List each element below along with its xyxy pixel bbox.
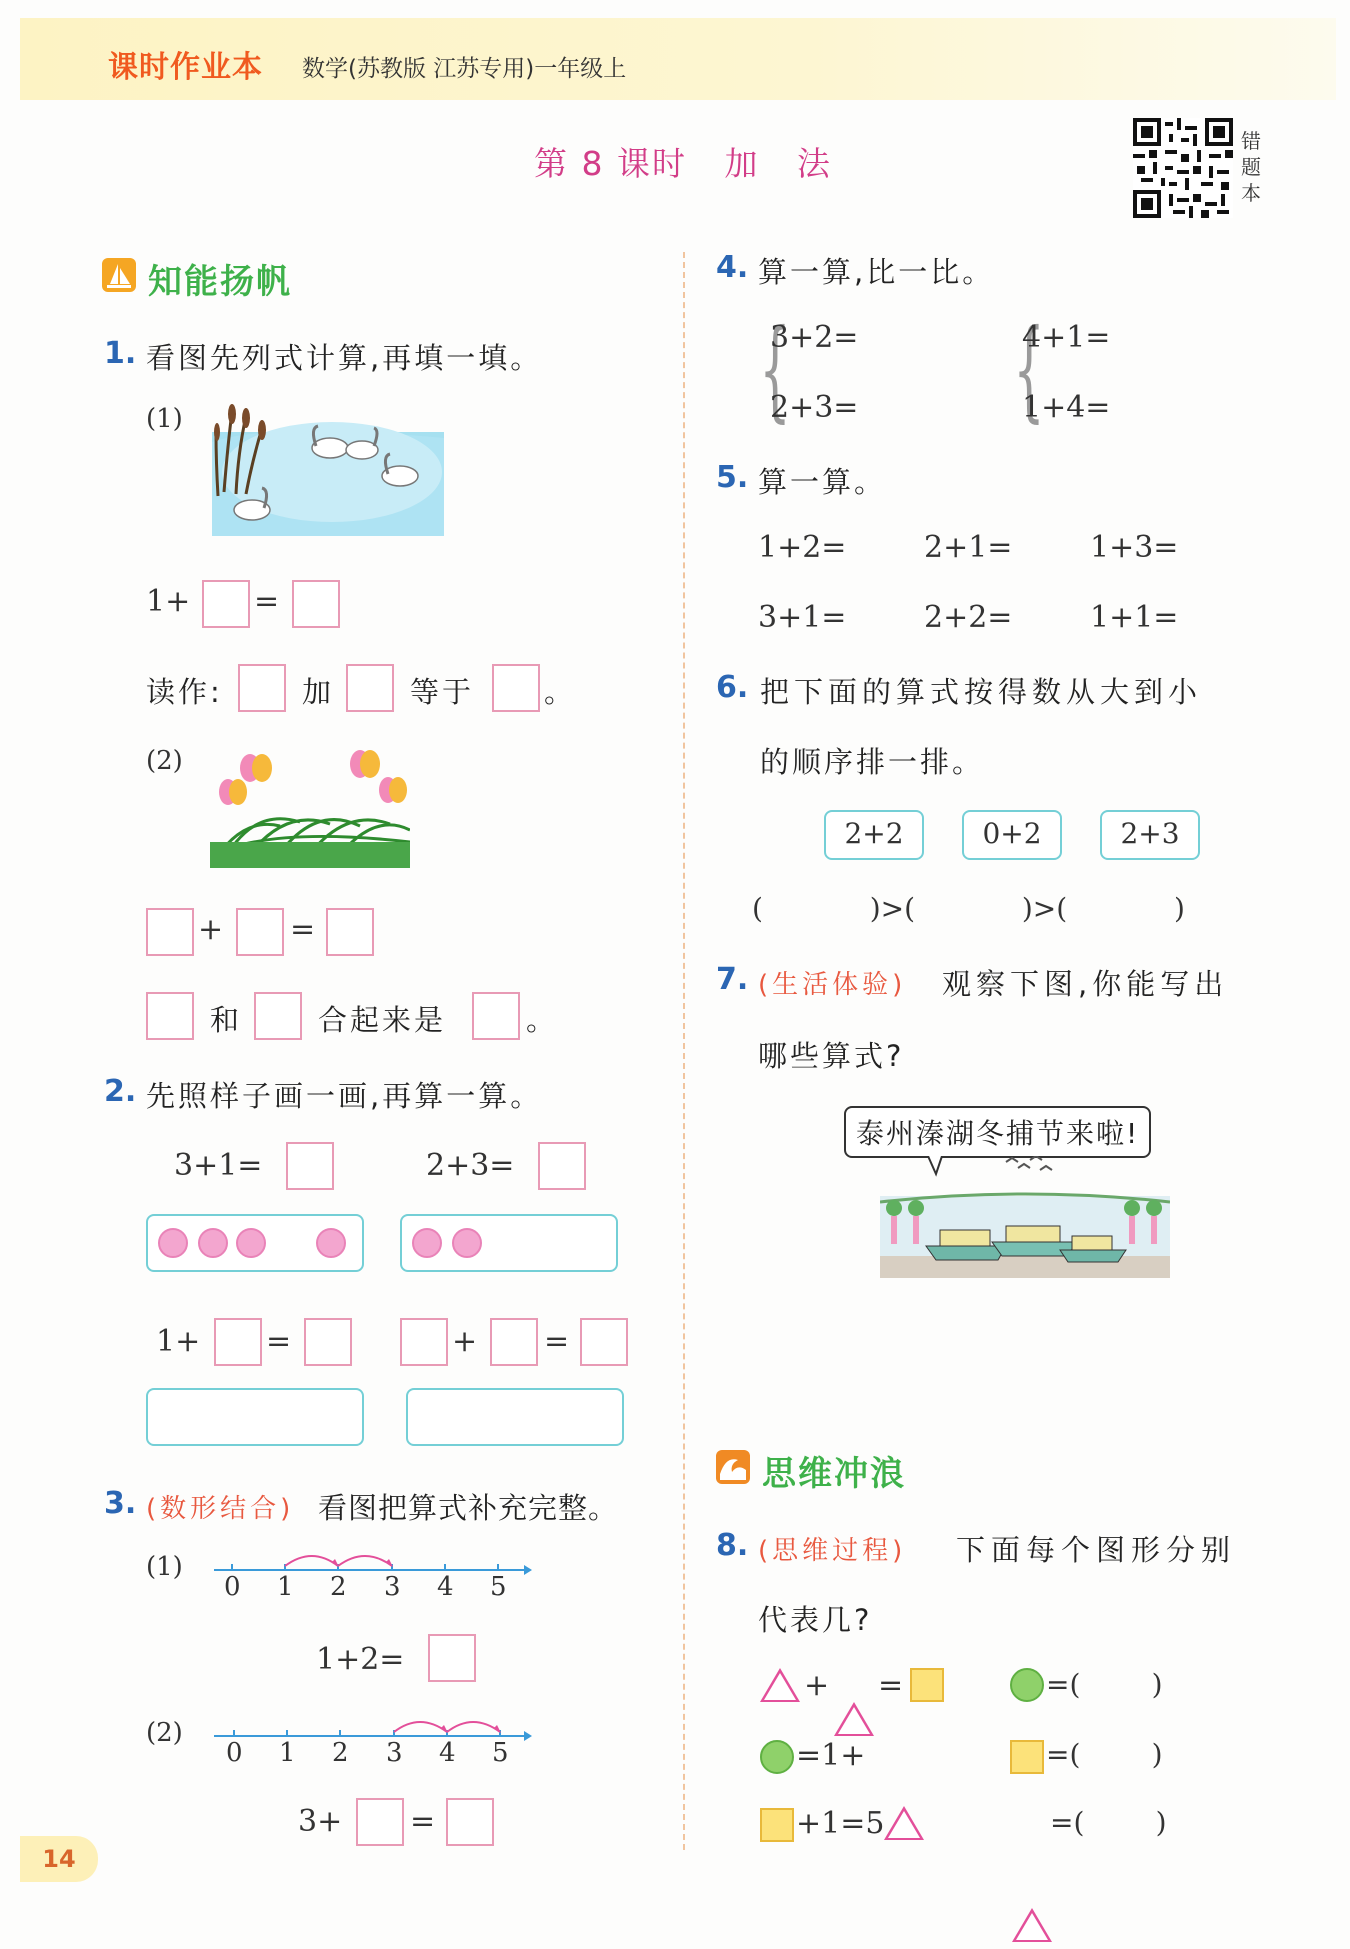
q8-row3-tail: +1=5 [796, 1806, 885, 1841]
answer-box[interactable] [472, 992, 520, 1040]
q5-item: 1+1= [1090, 600, 1179, 635]
answer-box[interactable] [146, 908, 194, 956]
question-text-8-line1: 下面每个图形分别 [956, 1533, 1237, 1567]
q2-eq-c-prefix: 1+ [156, 1324, 201, 1359]
tick-label: 0 [224, 1572, 241, 1602]
dot [158, 1228, 188, 1258]
expression-card[interactable]: 2+2 [824, 810, 924, 860]
q5-item: 3+1= [758, 600, 847, 635]
question-text-7-line2: 哪些算式? [758, 1039, 905, 1073]
tick-label: 1 [279, 1738, 296, 1768]
page-number: 14 [20, 1836, 98, 1882]
answer-box[interactable] [214, 1318, 262, 1366]
section-title-2: 思维冲浪 [762, 1454, 906, 1494]
question-text-7-line1: 观察下图,你能写出 [942, 967, 1229, 1001]
question-number-3: 3. [104, 1486, 137, 1521]
q4-a1: 3+2= [770, 320, 859, 355]
period: 。 [526, 1003, 559, 1037]
q4-b1: 4+1= [1022, 320, 1111, 355]
expression-card[interactable]: 0+2 [962, 810, 1062, 860]
question-text-1: 看图先列式计算,再填一填。 [146, 341, 543, 375]
question-text-4: 算一算,比一比。 [758, 255, 995, 289]
order-answer-line[interactable]: ( )>( )>( ) [752, 892, 1185, 925]
question-text-3: 看图把算式补充完整。 [318, 1491, 619, 1525]
triangle-icon [884, 1806, 924, 1840]
question-number-2: 2. [104, 1074, 137, 1109]
read-plus: 加 [302, 675, 335, 709]
question-number-6: 6. [716, 670, 749, 705]
question-number-7: 7. [716, 962, 749, 997]
square-icon [760, 1808, 794, 1842]
dot [452, 1228, 482, 1258]
tick-label: 3 [384, 1572, 401, 1602]
circle-icon [760, 1740, 794, 1774]
and-label: 和 [210, 1003, 243, 1037]
answer-box[interactable] [538, 1142, 586, 1190]
number-line-1 [212, 1540, 532, 1580]
q4-a2: 2+3= [770, 390, 859, 425]
dot [198, 1228, 228, 1258]
square-answer[interactable]: =( ) [1046, 1738, 1163, 1771]
q7-tag: (生活体验) [758, 970, 907, 1000]
q5-item: 1+2= [758, 530, 847, 565]
q3-part1-label: (1) [146, 1552, 183, 1582]
tick-label: 2 [332, 1738, 349, 1768]
subject-title: 数学(苏教版 江苏专用)一年级上 [302, 56, 627, 82]
equal-sign: = [878, 1668, 904, 1703]
column-divider [683, 252, 685, 1850]
answer-box[interactable] [146, 992, 194, 1040]
together-label: 合起来是 [318, 1003, 447, 1037]
draw-card[interactable] [146, 1388, 364, 1446]
question-text-8-line2: 代表几? [758, 1603, 873, 1637]
q5-item: 2+2= [924, 600, 1013, 635]
question-number-1: 1. [104, 336, 137, 371]
qr-label: 错题本 [1241, 129, 1261, 205]
triangle-icon [834, 1702, 874, 1736]
answer-box[interactable] [304, 1318, 352, 1366]
question-number-5: 5. [716, 460, 749, 495]
plus-sign: + [198, 912, 224, 947]
read-equal: 等于 [410, 675, 475, 709]
tick-label: 5 [490, 1572, 507, 1602]
dot [412, 1228, 442, 1258]
q3-eq1: 1+2= [316, 1642, 405, 1677]
answer-box[interactable] [292, 580, 340, 628]
q5-item: 1+3= [1090, 530, 1179, 565]
plus-sign: + [452, 1324, 478, 1359]
square-icon [910, 1668, 944, 1702]
q4-b2: 1+4= [1022, 390, 1111, 425]
question-text-5: 算一算。 [758, 465, 887, 499]
answer-box[interactable] [202, 580, 250, 628]
answer-box[interactable] [346, 664, 394, 712]
period: 。 [544, 675, 577, 709]
tick-label: 4 [439, 1738, 456, 1768]
triangle-answer[interactable]: =( ) [1050, 1806, 1167, 1839]
q8-row2-mid: =1+ [796, 1738, 866, 1773]
answer-box[interactable] [238, 664, 286, 712]
question-text-6-line1: 把下面的算式按得数从大到小 [760, 675, 1203, 709]
plus-sign: + [804, 1668, 830, 1703]
q1-eq1-equal: = [254, 584, 280, 619]
q3-eq2-prefix: 3+ [298, 1804, 343, 1839]
answer-box[interactable] [428, 1634, 476, 1682]
answer-box[interactable] [254, 992, 302, 1040]
answer-box[interactable] [286, 1142, 334, 1190]
draw-card[interactable] [406, 1388, 624, 1446]
equal-sign: = [544, 1324, 570, 1359]
read-label: 读作: [146, 675, 223, 709]
question-text-6-line2: 的顺序排一排。 [760, 745, 985, 779]
answer-box[interactable] [492, 664, 540, 712]
q1-part2-label: (2) [146, 746, 183, 776]
tick-label: 0 [226, 1738, 243, 1768]
sail-icon [102, 258, 136, 292]
brace: { [1013, 305, 1045, 433]
dot [316, 1228, 346, 1258]
swans-pond-image [212, 402, 444, 536]
triangle-icon [1012, 1908, 1052, 1942]
circle-icon [1010, 1668, 1044, 1702]
q5-item: 2+1= [924, 530, 1013, 565]
answer-box[interactable] [490, 1318, 538, 1366]
speech-bubble: 泰州溱湖冬捕节来啦! [844, 1106, 1151, 1158]
brand-title: 课时作业本 [108, 50, 263, 85]
qr-code-icon[interactable] [1133, 118, 1233, 218]
tick-label: 4 [437, 1572, 454, 1602]
square-icon [1010, 1740, 1044, 1774]
circle-answer[interactable]: =( ) [1046, 1668, 1163, 1701]
tick-label: 3 [386, 1738, 403, 1768]
question-text-2: 先照样子画一画,再算一算。 [146, 1079, 543, 1113]
equal-sign: = [410, 1804, 436, 1839]
question-number-8: 8. [716, 1528, 749, 1563]
answer-box[interactable] [326, 908, 374, 956]
question-number-4: 4. [716, 250, 749, 285]
triangle-icon [760, 1668, 800, 1702]
q8-tag: (思维过程) [758, 1536, 907, 1566]
q2-eq-b: 2+3= [426, 1148, 515, 1183]
expression-card[interactable]: 2+3 [1100, 810, 1200, 860]
q3-part2-label: (2) [146, 1718, 183, 1748]
tick-label: 1 [277, 1572, 294, 1602]
answer-box[interactable] [236, 908, 284, 956]
wave-icon [716, 1450, 750, 1484]
q2-eq-a: 3+1= [174, 1148, 263, 1183]
q1-eq1-prefix: 1+ [146, 584, 191, 619]
answer-box[interactable] [400, 1318, 448, 1366]
equal-sign: = [266, 1324, 292, 1359]
boats-lake-image [880, 1156, 1170, 1278]
tick-label: 2 [330, 1572, 347, 1602]
lesson-title: 第 8 课时 加 法 [534, 144, 832, 183]
q1-part1-label: (1) [146, 404, 183, 434]
answer-box[interactable] [446, 1798, 494, 1846]
tick-label: 5 [492, 1738, 509, 1768]
equal-sign: = [290, 912, 316, 947]
answer-box[interactable] [356, 1798, 404, 1846]
brace: { [759, 305, 791, 433]
butterflies-grass-image [210, 746, 410, 868]
dot [236, 1228, 266, 1258]
section-title-1: 知能扬帆 [148, 262, 292, 302]
number-line-2 [212, 1706, 532, 1746]
q3-tag: (数形结合) [146, 1494, 295, 1524]
answer-box[interactable] [580, 1318, 628, 1366]
